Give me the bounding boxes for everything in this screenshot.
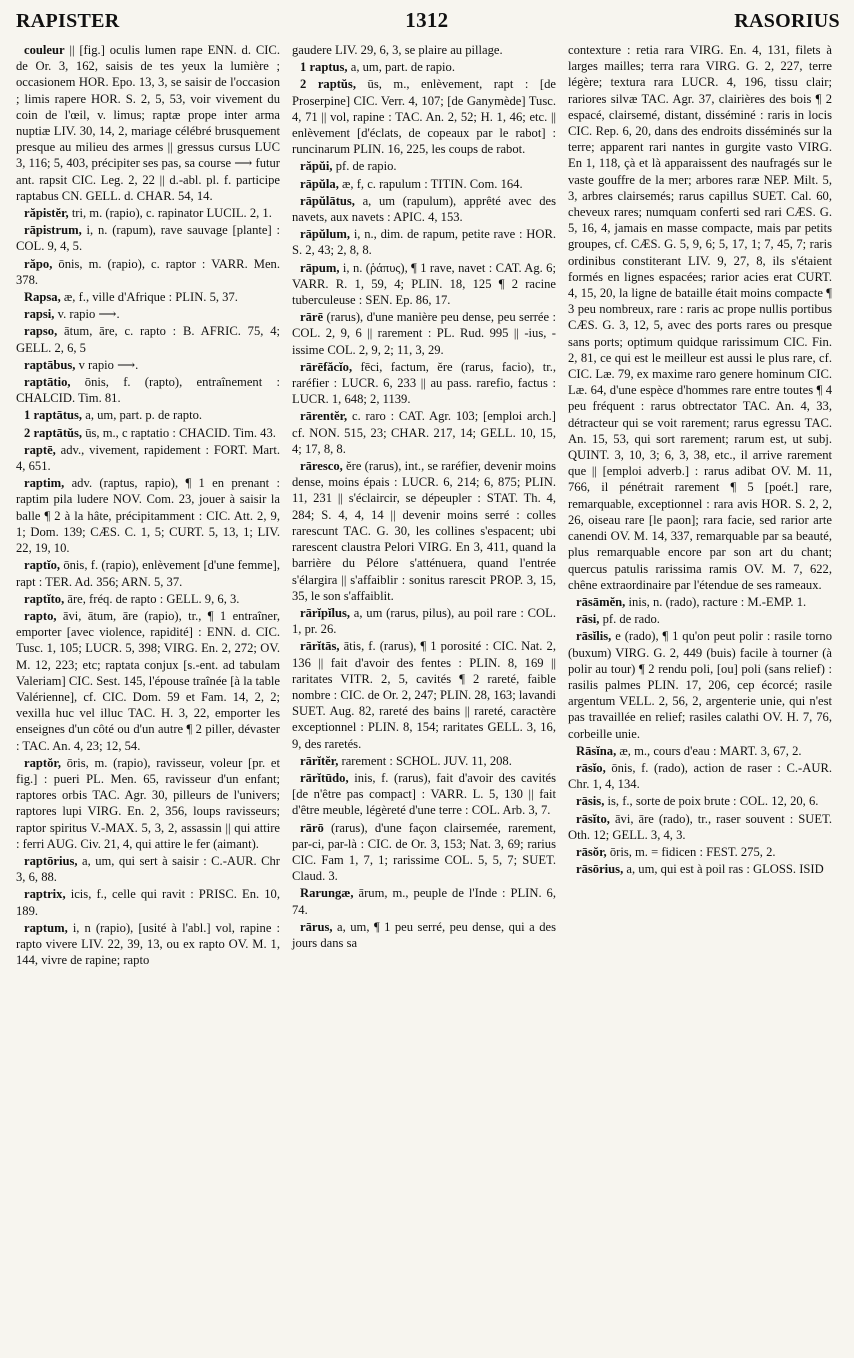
dictionary-entry: [16, 425, 280, 441]
entry-headword: rāsĭto,: [576, 811, 610, 826]
entry-definition: ūs, m., c raptatio : CHACID. Tim. 43.: [85, 425, 276, 440]
entry-headword: rāsis,: [576, 794, 605, 809]
dictionary-entry: [16, 42, 280, 204]
header-right-guideword: RASORIUS: [734, 10, 840, 32]
entry-definition: ūs, m., enlèvement, rapt : [de Proserpine] CIC. Verr. 4, 107; [de Ganymède] Tusc. 4, 71 || vol, rapine : TAC. An. 2, 52; H. 1, 46; etc. || enlèvement [d'éclats, de copeaux par le rabot] : runcinarum PLIN. 16, 225, les coups de rabot.: [292, 77, 556, 157]
entry-definition: ōnis, f. (rapto), entraînement : CHALCID. Tim. 81.: [16, 375, 280, 406]
entry-headword: rārĭtās,: [300, 639, 340, 654]
dictionary-entry: [292, 753, 556, 769]
entry-headword: rārĭtĕr,: [300, 753, 339, 768]
entry-definition: a, um, part. de rapio.: [350, 60, 455, 75]
entry-headword: raptrix,: [24, 887, 66, 902]
entry-headword: rārĭpĭlus,: [300, 605, 351, 620]
entry-definition: ātis, f. (rarus), ¶ 1 porosité : CIC. Nat. 2, 136 || fait d'avoir des fentes : PLIN. 8, 169 || raritates VITR. 2, 5, cavités ¶ 2 rareté, faible nombre : CIC. de Or. 2, 247; PLIN. 28, 163; lavandi SUET. Aug. 82, rareté des bains || rareté, caractère exceptionnel : PLIN. 8, 154; raritates GELL. 3, 16, 9, des raretés.: [292, 639, 556, 751]
dictionary-entry: [16, 920, 280, 969]
entry-definition: inis, f. (rarus), fait d'avoir des cavités [de n'être pas compact] : VARR. L. 5, 130 || fait d'être meuble, légèreté d'une terre : COL. Arb. 3, 7.: [292, 770, 556, 818]
entry-definition: i, n., dim. de rapum, petite rave : HOR. S. 2, 43; 2, 8, 8.: [292, 227, 556, 258]
dictionary-entry: [292, 76, 556, 157]
entry-headword: rāresco,: [300, 459, 343, 474]
entry-definition: pf. de rapio.: [335, 159, 397, 174]
entry-headword: răpo,: [24, 256, 53, 271]
dictionary-entry: [16, 306, 280, 322]
entry-headword: raptŏr,: [24, 755, 61, 770]
entry-definition: inis, n. (rado), racture : M.-EMP. 1.: [628, 594, 807, 609]
entry-headword: couleur: [24, 43, 65, 57]
entry-definition: c. raro : CAT. Agr. 103; [emploi arch.] cf. NON. 515, 23; CHAR. 217, 14; GELL. 10, 15, 4; 17, 8, 8.: [292, 409, 556, 456]
entry-definition: rarement : SCHOL. JUV. 11, 208.: [341, 753, 512, 768]
entry-definition: || [fig.] oculis lumen rape ENN. d. CIC. de Or. 3, 162, saisis de tes yeux la lumière ; occasionem HOR. Epo. 13, 3, se saisir de l'occasion ; limis rapere HOR. S. 2, 5, 53, voir vivement du coin de l'œil, v. limus; raptæ prope inter arma nuptiæ LIV. 30, 14, 2, mariage célébré brusquement presque au milieu des armes || gressus cursus LUC 3, 116; 5, 403, précipiter ses pas, sa course ⟶ futur ant. rapsit CIC. Leg. 2, 22 || d.-abl. pl. f. participe raptabus CN. GELL. d. CHAR. 54, 14.: [16, 43, 280, 203]
entry-headword: rapso,: [24, 324, 58, 339]
entry-definition: ōnis, f. (rapio), enlèvement [d'une femme], rapt : TER. Ad. 356; ARN. 5, 37.: [16, 558, 280, 589]
dictionary-entry: [16, 323, 280, 355]
entry-headword: rārē: [300, 310, 324, 325]
header-left-guideword: RAPISTER: [16, 10, 120, 32]
entry-definition: æ, m., cours d'eau : MART. 3, 67, 2.: [619, 743, 802, 758]
entry-definition: āre, fréq. de rapto : GELL. 9, 6, 3.: [67, 591, 240, 606]
entry-headword: rāpum,: [300, 260, 340, 275]
entry-headword: 2 raptātŭs,: [24, 425, 83, 440]
entry-definition: adv., vivement, rapidement : FORT. Mart. 4, 651.: [16, 442, 280, 474]
dictionary-entry: [292, 42, 556, 58]
entry-headword: rapto,: [24, 608, 57, 623]
entry-definition: æ, f., ville d'Afrique : PLIN. 5, 37.: [63, 290, 238, 305]
dictionary-entry: [16, 442, 280, 474]
entry-definition: adv. (raptus, rapio), ¶ 1 en prenant : raptim pila ludere NOV. Com. 23, jouer à saisir la balle ¶ 2 à la hâte, précipitamment : CIC. Att. 2, 9, 1; Dom. 139; CÆS. C. 1, 5; CURT. 5, 13, 1; LIV. 22, 19, 10.: [16, 476, 280, 556]
entry-definition: ĕre (rarus), int., se raréfier, devenir moins dense, moins épais : LUCR. 6, 214; 6, 875; PLIN. 11, 231 || s'éclaircir, se dépeupler : STAT. Th. 4, 284; S. 4, 4, 14 || devenir moins serré : colles rarescunt TAC. G. 30, les collines s'espacent; ubi rarescent claustra Pelori VIRG. En 3, 411, quand la barrière du Pélore s'atténuera, quand l'entrée s'élargira || s'affaiblir : sonitus rarescit PROP. 3, 15, 35, le son s'affaiblit.: [292, 459, 556, 603]
dictionary-entry: [292, 605, 556, 637]
entry-headword: rāpŭla,: [300, 176, 339, 191]
entry-headword: rāsĭlis,: [576, 629, 612, 644]
entry-definition: fēci, factum, ĕre (rarus, facio), tr., raréfier : LUCR. 6, 233 || au pass. rarefio, factus : LUCR. 1, 648; 2, 1139.: [292, 359, 556, 407]
page-number: 1312: [405, 8, 449, 32]
entry-definition: gaudere LIV. 29, 6, 3, se plaire au pillage.: [292, 43, 503, 57]
dictionary-entry: [16, 222, 280, 254]
dictionary-entry: [16, 205, 280, 221]
dictionary-entry: [16, 608, 280, 754]
entry-headword: rāsāmĕn,: [576, 594, 626, 609]
entry-headword: raptē,: [24, 442, 56, 457]
entry-definition: contexture : retia rara VIRG. En. 4, 131, filets à larges mailles; terra rara VIRG. G. 2, 227, terre légère; textura rara LUCR. 4, 196, tissu clair; rariores silvæ TAC. Agr. 37, clairières des bois ¶ 2 espacé, clairsemé, distant, disséminé : raris in locis CIC. Rep. 6, 20, dans des endroits disséminés sur la terre; apparent rari nantes in gurgite vasto VIRG. En 1, 118, çà et là apparaissent des naufragés sur le vaste gouffre de la mer; arbores raræ NEP. Milt. 5, 3, arbres clairsemés; rarus capillus SUET. Cal. 60, cheveux rares; numquam conferti sed rari CÆS. G. 5, 16, 4, jamais en masse compacte, mais par petits groupes, cf. CÆS. G. 5, 9, 6; 5, 17, 1; 7, 45, 7; raris ordinibus constiterant LIV. 9, 27, 8, ils s'étaient formés en lignes espacées; rarior acies erat CURT. 4, 15, 20, la ligne de bataille était moins compacte ¶ 3 peu nombreux, rare : raris ac prope nullis portibus CÆS. G. 3, 12, 5, avec des ports rares ou presque sans ports; optimum quidque rarissimum CIC. Fin. 2, 81, ce qui est le meilleur est aussi le plus rare, cf. CIC. Læ. 79, ex maxime raro genere hominum CIC. Læ. 64, d'une espèce d'hommes rare entre toutes ¶ 4 peu fréquent : rarus obtrectator TAC. An. 4, 33, détracteur qui se voit rarement; rarus egressu TAC. An. 15, 53, qui sort rarement; rarum est, ut subj. QUINT. 3, 10, 3; 6, 3, 38, etc., il arrive rarement que || [emploi adverb.] : rarus adibat OV. M. 11, 766, il pénétrait rarement ¶ 5 [poét.] rare, remarquable, exceptionnel : rara avis HOR. S. 2, 2, 26, oiseau rare [le paon]; rara facie, sed rarior arte canendi OV. M. 14, 337, remarquable par sa beauté, plus remarquable encore par son art du chant; quercus patulis rarissima ramis OV. M. 7, 622, chêne extraordinaire par l'étendue de ses rameaux.: [568, 43, 832, 592]
entry-definition: i, n (rapio), [usité à l'abl.] vol, rapine : rapto vivere LIV. 22, 39, 13, ou ex rapto OV. M. 1, 144, vivre de rapine; rapto: [16, 920, 280, 968]
entry-definition: e (rado), ¶ 1 qu'on peut polir : rasile torno (buxum) VIRG. G. 2, 449 (buis) facile à tourner (à polir au tour) ¶ 2 rendu poli, [ou] poli (sans relief) : rasilis palmes PLIN. 17, 206, cep écorcé; rasile argentum VELL. 2, 56, 2, argenterie unie, qui n'est pas travaillée en relief; rasiles calathi OV. H. 7, 76, corbeille unie.: [568, 629, 832, 741]
dictionary-entry: [292, 176, 556, 192]
entry-headword: rapsi,: [24, 307, 55, 322]
entry-definition: icis, f., celle qui ravit : PRISC. En. 10, 189.: [16, 887, 280, 918]
dictionary-entry: [16, 591, 280, 607]
entry-definition: a, um (rarus, pilus), au poil rare : COL. 1, pr. 26.: [292, 605, 556, 637]
entry-headword: rāsĭo,: [576, 760, 606, 775]
entry-definition: ōris, m. = fidicen : FEST. 275, 2.: [609, 844, 776, 859]
entry-definition: ōnis, m. (rapio), c. raptor : VARR. Men. 378.: [16, 256, 280, 287]
entry-headword: rāsōrius,: [576, 862, 624, 877]
dictionary-entry: [16, 374, 280, 406]
dictionary-entry: [292, 458, 556, 604]
dictionary-entry: [568, 743, 832, 759]
entry-definition: a, um, part. p. de rapto.: [85, 408, 203, 423]
dictionary-entry: [292, 260, 556, 309]
entry-definition: v. rapio ⟶.: [57, 307, 120, 322]
dictionary-entry: [292, 309, 556, 358]
dictionary-entry: [16, 853, 280, 885]
entry-headword: răpŭi,: [300, 159, 333, 174]
entry-headword: rāpŭlum,: [300, 227, 351, 242]
entry-definition: æ, f, c. rapulum : TITIN. Com. 164.: [342, 176, 523, 191]
entry-definition: ārum, m., peuple de l'Inde : PLIN. 6, 74.: [292, 886, 556, 917]
dictionary-entry: [568, 844, 832, 860]
dictionary-entry: [292, 193, 556, 225]
dictionary-entry: [568, 811, 832, 843]
entry-definition: ātum, āre, c. rapto : B. AFRIC. 75, 4; GELL. 2, 6, 5: [16, 324, 280, 355]
entry-definition: tri, m. (rapio), c. rapinator LUCIL. 2, 1.: [71, 206, 272, 221]
entry-headword: rārentĕr,: [300, 409, 348, 424]
entry-headword: rāpŭlātus,: [300, 193, 355, 208]
entry-headword: raptābus,: [24, 357, 76, 372]
dictionary-entry: [568, 861, 832, 877]
dictionary-entry: [292, 158, 556, 174]
entry-headword: Rarungæ,: [300, 886, 354, 901]
entry-headword: rāsi,: [576, 612, 600, 627]
column-3: [568, 42, 832, 969]
entry-headword: 2 raptŭs,: [300, 77, 356, 92]
entry-definition: is, f., sorte de poix brute : COL. 12, 20, 6.: [607, 794, 819, 809]
columns: [16, 42, 840, 969]
dictionary-entry: [16, 289, 280, 305]
column-1: [16, 42, 280, 969]
entry-headword: Rapsa,: [24, 290, 61, 305]
entry-definition: (rarus), d'une façon clairsemée, rarement, par-ci, par-là : CIC. de Or. 3, 153; Nat. 3, 69; rarius CIC. Fam 1, 7, 1; rarissime COL. 5, 5, 7; SUET. Claud. 3.: [292, 820, 556, 884]
entry-headword: raptim,: [24, 476, 65, 491]
page-header: [16, 8, 840, 42]
entry-definition: āvi, āre (rado), tr., raser souvent : SUET. Oth. 12; GELL. 3, 4, 3.: [568, 811, 832, 842]
entry-headword: Rāsĭna,: [576, 743, 617, 758]
entry-headword: rāsŏr,: [576, 844, 607, 859]
dictionary-entry: [16, 407, 280, 423]
entry-definition: a, um, ¶ 1 peu serré, peu dense, qui a des jours dans sa: [292, 919, 556, 950]
entry-definition: a, um, qui sert à saisir : C.-AUR. Chr 3, 6, 88.: [16, 853, 280, 885]
dictionary-entry: [292, 919, 556, 951]
entry-definition: i, n. (ῥάπυς), ¶ 1 rave, navet : CAT. Ag. 6; VARR. R. 1, 59, 4; PLIN. 18, 125 ¶ 2 racine tuberculeuse : SEN. Ep. 86, 17.: [292, 260, 556, 308]
dictionary-entry: [16, 886, 280, 918]
entry-definition: (rarus), d'une manière peu dense, peu serrée : COL. 2, 9, 6 || rarement : PL. Rud. 995 || -ius, -issime COL. 2, 9, 2; 11, 3, 29.: [292, 310, 556, 357]
dictionary-entry: [292, 638, 556, 751]
entry-definition: āvi, ātum, āre (rapio), tr., ¶ 1 entraîner, emporter [avec violence, rapidité] : ENN. d. CIC. Tusc. 1, 105; LUCR. 5, 398; VIRG. En. 2, 272; OV. M. 12, 223; etc; raptata conjux [s.-ent. ad tabulam Valeriam] CIC. Sest. 145, l'épouse traînée [à la table Valérienne], cf. CIC. Dom. 59 et Fam. 14, 2, 2; vexilla huc vel illuc TAC. H. 3, 22, emporter les enseignes d'un côté ou d'un autre ¶ 2 piller, dévaster : TAC. An. 4, 23; 12, 54.: [16, 608, 280, 753]
dictionary-entry: [292, 408, 556, 457]
dictionary-entry: [292, 226, 556, 258]
dictionary-entry: [568, 628, 832, 741]
dictionary-entry: [292, 885, 556, 917]
entry-definition: a, um, qui est à poil ras : GLOSS. ISID: [626, 862, 824, 877]
entry-headword: raptōrius,: [24, 853, 78, 868]
entry-definition: i, n. (rapum), rave sauvage [plante] : COL. 9, 4, 5.: [16, 223, 280, 254]
dictionary-entry: [292, 820, 556, 885]
entry-headword: raptĭo,: [24, 558, 61, 573]
entry-definition: pf. de rado.: [602, 612, 660, 627]
entry-headword: rārō: [300, 820, 324, 835]
entry-definition: ōris, m. (rapio), ravisseur, voleur [pr. et fig.] : pueri PL. Men. 65, ravisseur d'un enfant; raptores orbis TAC. Agr. 30, pilleurs de l'univers; raptores lupi VIRG. En. 2, 356, loups ravisseurs; raptor spiritus V.-MAX. 5, 3, 2, assassin || qui attire : ferri AUG. Civ. 21, 4, qui attire le fer (aimant).: [16, 755, 280, 851]
dictionary-entry: [292, 359, 556, 408]
entry-headword: 1 raptātus,: [24, 408, 83, 423]
dictionary-entry: [568, 594, 832, 610]
dictionary-entry: [16, 475, 280, 556]
entry-headword: 1 raptus,: [300, 60, 348, 75]
dictionary-entry: [568, 793, 832, 809]
entry-headword: rārĭtūdo,: [300, 770, 349, 785]
dictionary-entry: [16, 357, 280, 373]
dictionary-entry: [292, 59, 556, 75]
dictionary-entry: [568, 42, 832, 593]
dictionary-entry: [16, 557, 280, 589]
entry-headword: raptum,: [24, 920, 68, 935]
entry-headword: rārus,: [300, 919, 333, 934]
entry-headword: raptĭto,: [24, 591, 65, 606]
dictionary-entry: [16, 256, 280, 288]
column-2: [292, 42, 556, 969]
entry-headword: răpistĕr,: [24, 206, 69, 221]
entry-definition: ōnis, f. (rado), action de raser : C.-AUR. Chr. 1, 4, 134.: [568, 760, 832, 792]
dictionary-entry: [568, 760, 832, 792]
entry-headword: raptātio,: [24, 375, 71, 390]
entry-definition: v rapio ⟶.: [78, 357, 139, 372]
dictionary-entry: [292, 770, 556, 819]
dictionary-entry: [16, 755, 280, 852]
entry-headword: rāpistrum,: [24, 223, 82, 238]
dictionary-entry: [568, 611, 832, 627]
entry-headword: rārēfăcĭo,: [300, 359, 353, 374]
entry-definition: a, um (rapulum), apprêté avec des navets, aux navets : APIC. 4, 153.: [292, 193, 556, 225]
